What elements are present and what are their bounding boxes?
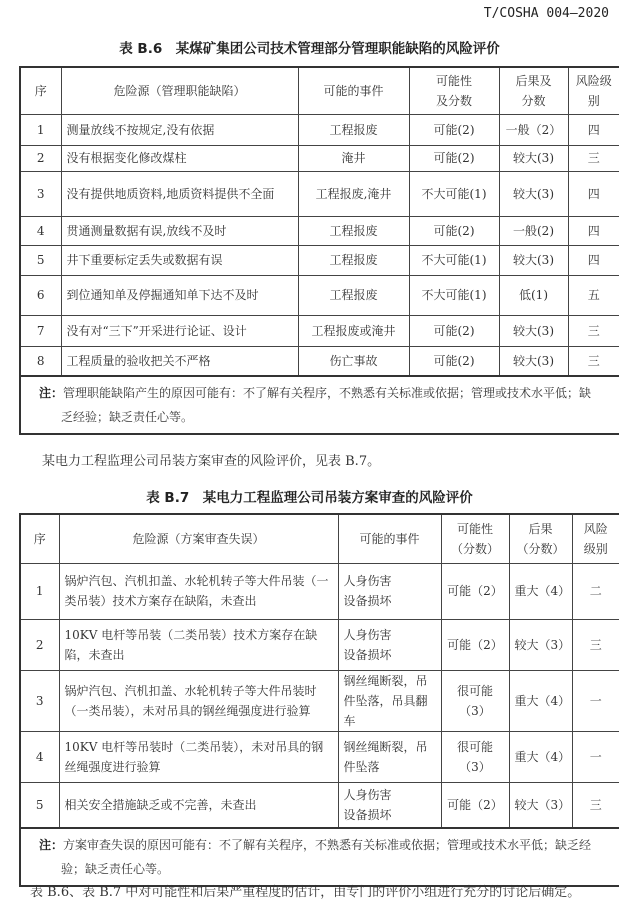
table-note-row — [20, 376, 619, 434]
table-cell: 工程质量的验收把关不严格 — [61, 346, 298, 376]
table-cell: 工程报废或淹井 — [298, 315, 409, 346]
table-cell: 1 — [20, 563, 59, 619]
table-cell: 6 — [20, 275, 61, 315]
table-row — [20, 114, 619, 145]
table-b7 — [19, 513, 619, 887]
table-cell: 8 — [20, 346, 61, 376]
table-cell: 工程报废 — [298, 245, 409, 275]
table-cell: 四 — [568, 216, 619, 245]
table-cell: 可能(2) — [409, 346, 499, 376]
table-row — [20, 245, 619, 275]
table-row — [20, 670, 619, 731]
table-cell: 10KV 电杆等吊装时（二类吊装），未对吊具的钢丝绳强度进行验算 — [59, 731, 338, 782]
table-cell: 很可能（3） — [441, 670, 509, 731]
table-cell: 5 — [20, 245, 61, 275]
table-cell: 重大（4） — [509, 563, 572, 619]
table-cell: 5 — [20, 782, 59, 828]
table-cell: 可能(2) — [409, 216, 499, 245]
table-b7-title: 表 B.7 某电力工程监理公司吊装方案审查的风险评价 — [146, 490, 473, 506]
table-cell: 人身伤害 设备损坏 — [338, 619, 441, 670]
column-header: 序 — [20, 514, 59, 563]
table-cell: 人身伤害 设备损坏 — [338, 563, 441, 619]
column-header: 风险 级别 — [572, 514, 619, 563]
note-label: 注： — [39, 386, 64, 400]
table-cell: 锅炉汽包、汽机扣盖、水轮机转子等大件吊装（一类吊装）技术方案存在缺陷，未查出 — [59, 563, 338, 619]
column-header: 后果 （分数） — [509, 514, 572, 563]
table-cell: 较大(3) — [499, 171, 568, 216]
table-cell: 较大(3) — [499, 145, 568, 171]
table-cell: 重大（4） — [509, 670, 572, 731]
table-cell: 工程报废 — [298, 114, 409, 145]
table-cell: 不大可能(1) — [409, 171, 499, 216]
table-cell: 可能（2） — [441, 782, 509, 828]
table-row — [20, 315, 619, 346]
table-cell: 不大可能(1) — [409, 245, 499, 275]
table-cell: 4 — [20, 731, 59, 782]
column-header: 危险源（方案审查失误） — [59, 514, 338, 563]
table-cell: 三 — [568, 315, 619, 346]
table-cell: 五 — [568, 275, 619, 315]
table-cell: 三 — [568, 346, 619, 376]
table-cell: 锅炉汽包、汽机扣盖、水轮机转子等大件吊装时（一类吊装），未对吊具的钢丝绳强度进行验算 — [59, 670, 338, 731]
table-cell: 不大可能(1) — [409, 275, 499, 315]
table-cell: 没有对“三下”开采进行论证、设计 — [61, 315, 298, 346]
note-text: 管理职能缺陷产生的原因可能有：不了解有关程序，不熟悉有关标准或依据；管理或技术水平低；缺乏经验；缺乏责任心等。 — [61, 386, 592, 424]
table-cell: 重大（4） — [509, 731, 572, 782]
table-cell: 一 — [572, 731, 619, 782]
note-label: 注： — [39, 838, 64, 852]
column-header: 可能性 （分数） — [441, 514, 509, 563]
table-cell: 人身伤害 设备损坏 — [338, 782, 441, 828]
table-cell: 可能(2) — [409, 315, 499, 346]
table-cell: 测量放线不按规定,没有依据 — [61, 114, 298, 145]
table-b6-header-row — [20, 67, 619, 114]
closing-paragraph: 表 B.6、表 B.7 中对可能性和后果严重程度的估计，由专门的评价小组进行充分的讨论后确定。 — [30, 885, 581, 900]
table-cell: 三 — [572, 619, 619, 670]
table-note — [20, 828, 619, 886]
column-header: 可能的事件 — [298, 67, 409, 114]
table-cell: 没有提供地质资料,地质资料提供不全面 — [61, 171, 298, 216]
table-row — [20, 275, 619, 315]
table-cell: 10KV 电杆等吊装（二类吊装）技术方案存在缺陷，未查出 — [59, 619, 338, 670]
table-cell: 三 — [572, 782, 619, 828]
table-cell: 贯通测量数据有误,放线不及时 — [61, 216, 298, 245]
table-cell: 较大(3) — [499, 346, 568, 376]
table-row — [20, 216, 619, 245]
table-cell: 工程报废 — [298, 275, 409, 315]
table-cell: 井下重要标定丢失或数据有误 — [61, 245, 298, 275]
column-header: 可能性 及分数 — [409, 67, 499, 114]
table-cell: 可能(2) — [409, 114, 499, 145]
table-cell: 四 — [568, 171, 619, 216]
table-cell: 3 — [20, 670, 59, 731]
table-cell: 相关安全措施缺乏或不完善，未查出 — [59, 782, 338, 828]
column-header: 序 — [20, 67, 61, 114]
table-cell: 1 — [20, 114, 61, 145]
document-code: T/COSHA 004—2020 — [483, 6, 609, 21]
table-cell: 工程报废 — [298, 216, 409, 245]
table-row — [20, 731, 619, 782]
table-cell: 较大（3） — [509, 782, 572, 828]
table-cell: 可能（2） — [441, 563, 509, 619]
table-cell: 较大（3） — [509, 619, 572, 670]
table-row — [20, 145, 619, 171]
note-text: 方案审查失误的原因可能有：不了解有关程序，不熟悉有关标准或依据；管理或技术水平低；缺乏经验；缺乏责任心等。 — [61, 838, 592, 876]
table-cell: 四 — [568, 245, 619, 275]
table-cell: 钢丝绳断裂，吊件坠落，吊具翻车 — [338, 670, 441, 731]
table-cell: 2 — [20, 619, 59, 670]
table-cell: 3 — [20, 171, 61, 216]
table-row — [20, 563, 619, 619]
table-b6-title: 表 B.6 某煤矿集团公司技术管理部分管理职能缺陷的风险评价 — [119, 41, 500, 57]
table-cell: 较大(3) — [499, 245, 568, 275]
table-cell: 淹井 — [298, 145, 409, 171]
table-cell: 2 — [20, 145, 61, 171]
intro-paragraph: 某电力工程监理公司吊装方案审查的风险评价，见表 B.7。 — [42, 454, 381, 469]
table-cell: 到位通知单及停掘通知单下达不及时 — [61, 275, 298, 315]
table-b6 — [19, 66, 619, 435]
column-header: 后果及 分数 — [499, 67, 568, 114]
table-cell: 一般(2) — [499, 216, 568, 245]
table-row — [20, 171, 619, 216]
column-header: 可能的事件 — [338, 514, 441, 563]
table-cell: 没有根据变化修改煤柱 — [61, 145, 298, 171]
table-cell: 很可能（3） — [441, 731, 509, 782]
table-cell: 7 — [20, 315, 61, 346]
table-row — [20, 619, 619, 670]
table-cell: 可能(2) — [409, 145, 499, 171]
table-cell: 三 — [568, 145, 619, 171]
table-cell: 工程报废,淹井 — [298, 171, 409, 216]
table-cell: 低(1) — [499, 275, 568, 315]
table-note-row — [20, 828, 619, 886]
table-cell: 钢丝绳断裂，吊件坠落 — [338, 731, 441, 782]
table-cell: 4 — [20, 216, 61, 245]
table-cell: 伤亡事故 — [298, 346, 409, 376]
table-note — [20, 376, 619, 434]
table-cell: 一 — [572, 670, 619, 731]
table-cell: 较大(3) — [499, 315, 568, 346]
table-row — [20, 782, 619, 828]
table-cell: 二 — [572, 563, 619, 619]
table-cell: 一般（2） — [499, 114, 568, 145]
table-cell: 可能（2） — [441, 619, 509, 670]
table-cell: 四 — [568, 114, 619, 145]
column-header: 危险源（管理职能缺陷） — [61, 67, 298, 114]
column-header: 风险级 别 — [568, 67, 619, 114]
table-row — [20, 346, 619, 376]
table-b7-header-row — [20, 514, 619, 563]
